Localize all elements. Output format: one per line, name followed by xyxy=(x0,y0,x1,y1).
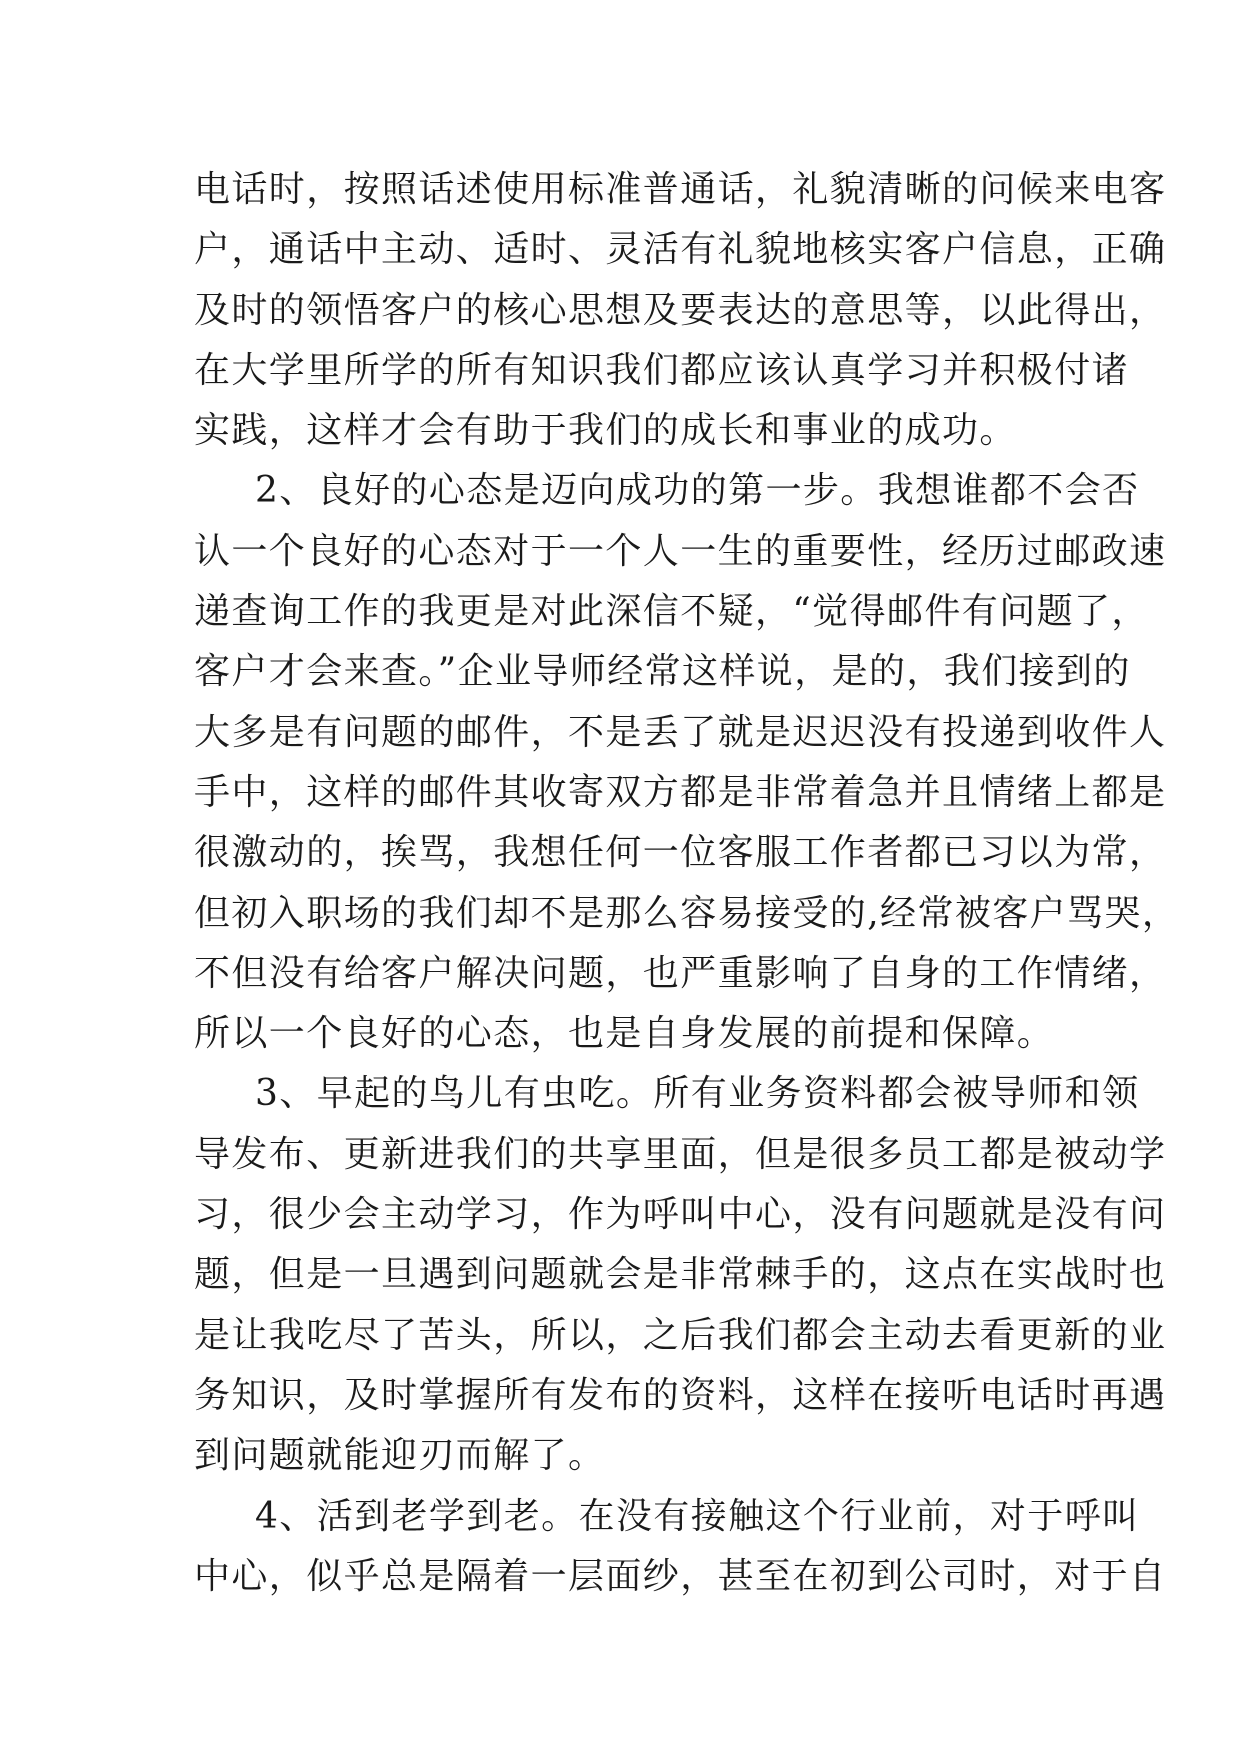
text-line: 认一个良好的心态对于一个人一生的重要性，经历过邮政速 xyxy=(194,530,1167,572)
body-text xyxy=(194,160,1180,1607)
text-line: 题，但是一旦遇到问题就会是非常棘手的，这点在实战时也 xyxy=(194,1254,1167,1296)
text-line: 很激动的，挨骂，我想任何一位客服工作者都已习以为常， xyxy=(194,832,1167,874)
text-line: 递查询工作的我更是对此深信不疑，“觉得邮件有问题了， xyxy=(194,591,1149,633)
text-line: 大多是有问题的邮件，不是丢了就是迟迟没有投递到收件人 xyxy=(194,711,1167,753)
text-line: 所以一个良好的心态，也是自身发展的前提和保障。 xyxy=(194,1013,1055,1055)
text-line: 手中，这样的邮件其收寄双方都是非常着急并且情绪上都是 xyxy=(194,771,1167,813)
text-line: 务知识，及时掌握所有发布的资料，这样在接听电话时再遇 xyxy=(194,1374,1167,1416)
text-line: 到问题就能迎刃而解了。 xyxy=(194,1435,606,1477)
text-line: 4、活到老学到老。在没有接触这个行业前，对于呼叫 xyxy=(255,1495,1140,1537)
text-line: 户，通话中主动、适时、灵活有礼貌地核实客户信息，正确 xyxy=(194,229,1167,271)
text-line: 导发布、更新进我们的共享里面，但是很多员工都是被动学 xyxy=(194,1133,1167,1175)
text-line: 电话时，按照话述使用标准普通话，礼貌清晰的问候来电客 xyxy=(194,169,1167,210)
text-line: 中心，似乎总是隔着一层面纱，甚至在初到公司时，对于自 xyxy=(194,1555,1167,1597)
text-line: 但初入职场的我们却不是那么容易接受的,经常被客户骂哭， xyxy=(194,892,1180,934)
text-line: 是让我吃尽了苦头，所以，之后我们都会主动去看更新的业 xyxy=(194,1314,1167,1356)
text-line: 客户才会来查。”企业导师经常这样说，是的，我们接到的 xyxy=(194,651,1131,693)
text-line: 实践，这样才会有助于我们的成长和事业的成功。 xyxy=(194,410,1017,452)
text-line: 在大学里所学的所有知识我们都应该认真学习并积极付诸 xyxy=(194,349,1130,391)
text-line: 不但没有给客户解决问题，也严重影响了自身的工作情绪， xyxy=(194,952,1167,994)
text-line: 3、早起的鸟儿有虫吃。所有业务资料都会被导师和领 xyxy=(255,1073,1140,1115)
text-line: 2、良好的心态是迈向成功的第一步。我想谁都不会否 xyxy=(255,470,1140,512)
text-line: 习，很少会主动学习，作为呼叫中心，没有问题就是没有问 xyxy=(194,1194,1167,1236)
text-line: 及时的领悟客户的核心思想及要表达的意思等，以此得出， xyxy=(194,289,1167,331)
